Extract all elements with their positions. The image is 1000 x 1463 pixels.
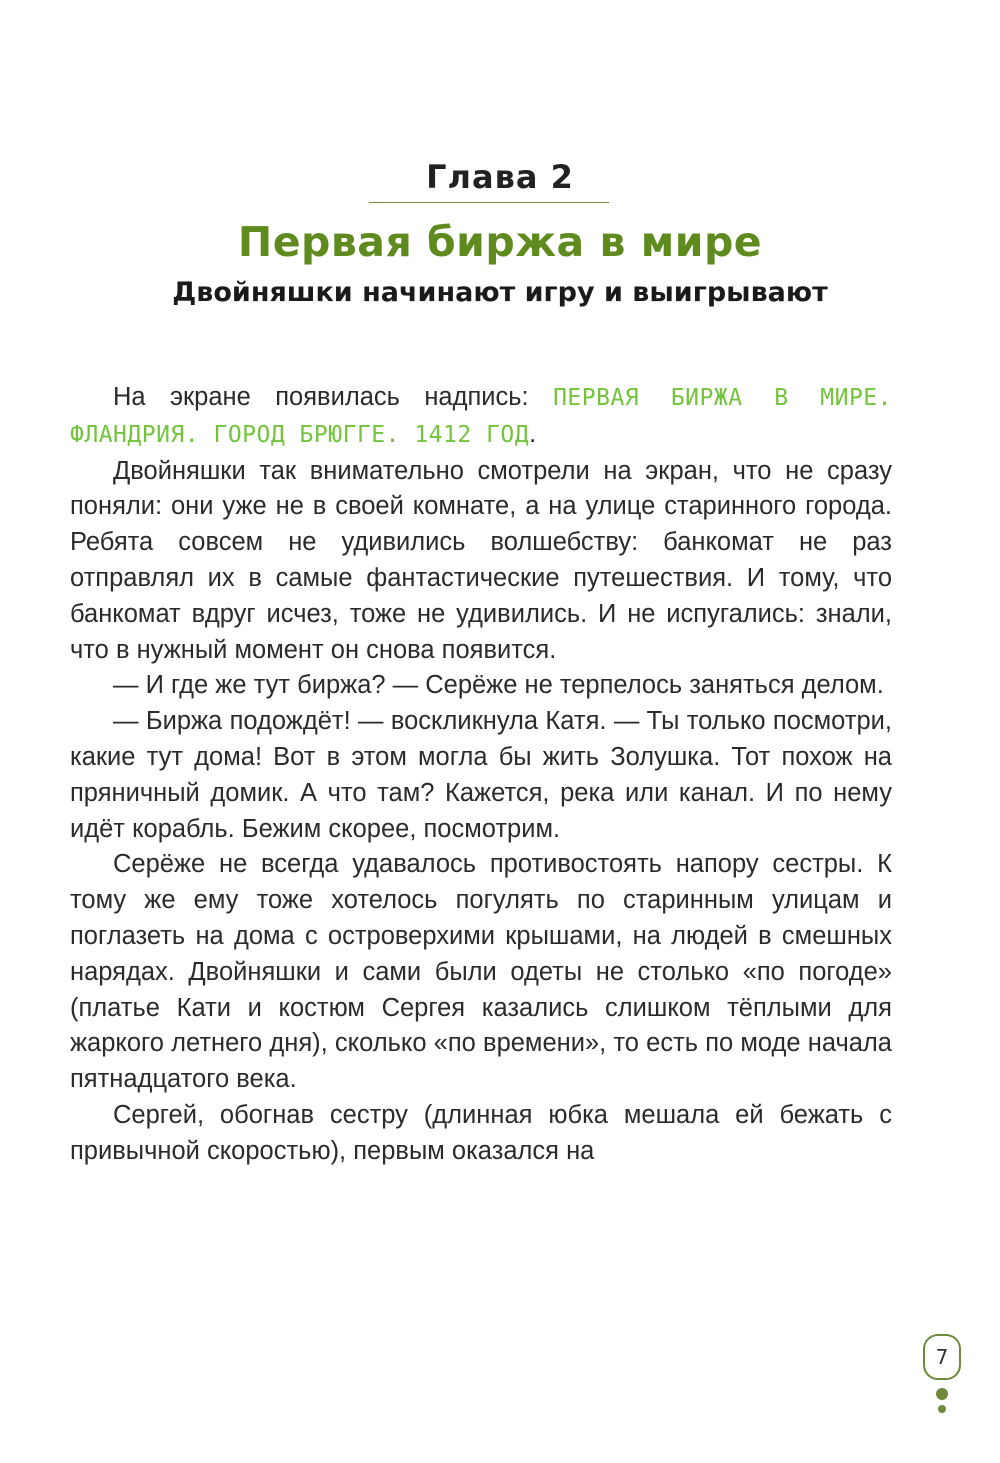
paragraph-3: — И где же тут биржа? — Серёже не терпелось заняться делом. <box>113 671 884 700</box>
page-dot-small <box>938 1405 946 1413</box>
page-dot-large <box>936 1388 948 1400</box>
paragraph-1-text: На экране появилась надпись: <box>113 383 554 411</box>
paragraph-1-end: . <box>529 419 537 448</box>
body-text <box>70 380 892 1170</box>
chapter-title: Первая биржа в мире <box>237 218 763 266</box>
chapter-divider <box>369 202 609 203</box>
paragraph-2: Двойняшки так внимательно смотрели на экран, что не сразу поняли: они уже не в своей комнате, а на улице старинного города. Ребята совсем не удивились волшебству: банкомат не раз отправлял их в самые фантастические путешествия. И тому, что банкомат вдруг исчез, тоже не удивились. И не испугались: знали, что в нужный момент он снова появится. <box>70 456 892 664</box>
chapter-label: Глава 2 <box>426 158 574 196</box>
paragraph-1 <box>70 380 892 454</box>
highlighted-caption: ПЕРВАЯ БИРЖА В МИРЕ. ФЛАНДРИЯ. ГОРОД БРЮГГЕ. 1412 ГОД <box>70 385 892 448</box>
paragraph-4: — Биржа подождёт! — воскликнула Катя. — Ты только посмотри, какие тут дома! Вот в этом могла бы жить Золушка. Тот похож на пряничный домик. А что там? Кажется, река или канал. И по нему идёт корабль. Бежим скорее, посмотрим. <box>70 707 892 843</box>
chapter-subtitle: Двойняшки начинают игру и выигрывают <box>172 277 828 308</box>
paragraph-5: Серёже не всегда удавалось противостоять напору сестры. К тому же ему тоже хотелось погулять по старинным улицам и поглазеть на дома с островерхими крышами, на людей в смешных нарядах. Двойняшки и сами были одеты не столько «по погоде» (платье Кати и костюм Сергея казались слишком тёплыми для жаркого летнего дня), сколько «по времени», то есть по моде начала пятнадцатого века. <box>70 850 892 1094</box>
paragraph-6: Сергей, обогнав сестру (длинная юбка мешала ей бежать с привычной скоростью), первым оказался на <box>70 1100 892 1165</box>
page-number: 7 <box>923 1334 961 1380</box>
